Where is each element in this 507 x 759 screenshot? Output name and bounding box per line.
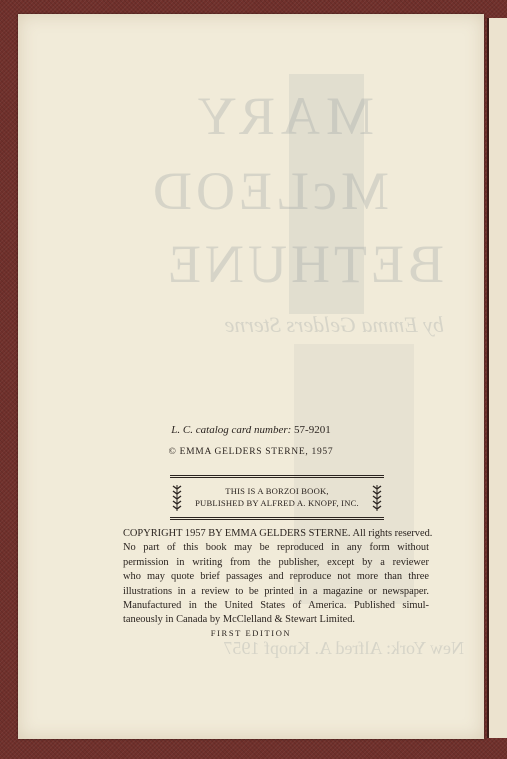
bleed-title-line-1: MARY xyxy=(190,86,374,146)
notice-line: permission in writing from the publisher, except by a reviewer xyxy=(123,556,429,568)
notice-line: who may quote brief passages and reproduce not more than three xyxy=(123,571,429,583)
catalog-card-number: 57-9201 xyxy=(294,424,331,436)
edition-label: FIRST EDITION xyxy=(210,628,292,638)
bleed-title-line-3: BETHUNE xyxy=(164,234,444,294)
wheat-ornament-icon xyxy=(371,484,383,512)
adjacent-page-edge xyxy=(487,18,507,738)
catalog-card-line xyxy=(18,424,484,436)
bleed-illustration xyxy=(289,74,364,314)
notice-line: taneously in Canada by McClelland & Stewart Limited. xyxy=(123,614,356,626)
copyright-holder-line: © EMMA GELDERS STERNE, 1957 xyxy=(168,447,334,457)
bleed-byline: by Emma Gelders Sterne xyxy=(224,312,444,337)
notice-line: illustrations in a review to be printed in a magazine or newspaper. xyxy=(123,585,429,597)
catalog-card-label: L. C. catalog card number: xyxy=(171,424,292,436)
copyright-page xyxy=(18,14,484,739)
borzoi-book-box xyxy=(170,475,384,520)
borzoi-line-1: THIS IS A BORZOI BOOK, xyxy=(225,486,329,496)
bleed-publisher: New York: Alfred A. Knopf 1957 xyxy=(223,638,464,658)
borzoi-line-2: PUBLISHED BY ALFRED A. KNOPF, INC. xyxy=(195,498,359,508)
borzoi-text xyxy=(190,485,364,509)
notice-line: No part of this book may be reproduced in any form without xyxy=(123,542,429,554)
copyright-notice xyxy=(123,527,433,628)
bleed-title-line-2: McLEOD xyxy=(149,161,389,221)
notice-line: Manufactured in the United States of America. Published simul- xyxy=(123,600,429,612)
wheat-ornament-icon xyxy=(171,484,183,512)
notice-line: COPYRIGHT 1957 BY EMMA GELDERS STERNE. All rights reserved. xyxy=(123,528,433,539)
